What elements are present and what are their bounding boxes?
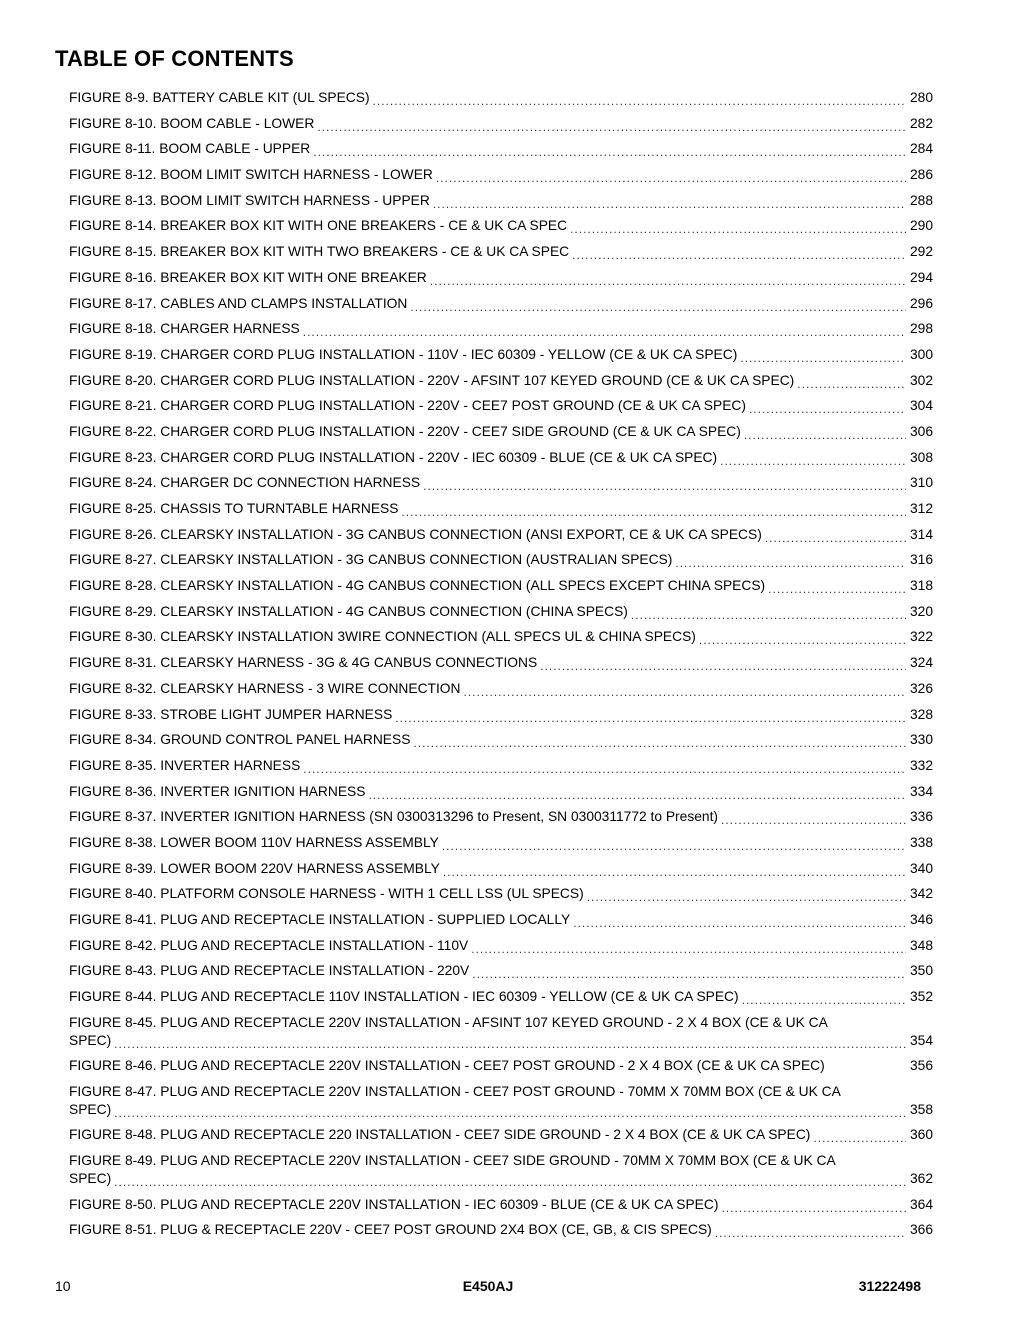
toc-entry-title-continued: SPEC): [69, 1171, 112, 1187]
toc-entry-page: 304: [909, 398, 933, 414]
toc-entry-title: FIGURE 8-44. PLUG AND RECEPTACLE 110V INSTALLATION - IEC 60309 - YELLOW (CE & UK CA SPEC): [69, 989, 739, 1005]
toc-entry[interactable]: [69, 295, 933, 313]
toc-leader-dots: [413, 734, 906, 748]
toc-entry-page: 330: [909, 732, 933, 748]
toc-entry-page: 286: [909, 167, 933, 183]
toc-entry-title: FIGURE 8-49. PLUG AND RECEPTACLE 220V INSTALLATION - CEE7 SIDE GROUND - 70MM X 70MM BOX (CE & UK CA: [69, 1153, 836, 1169]
toc-leader-dots: [744, 426, 906, 440]
toc-entry-title: FIGURE 8-13. BOOM LIMIT SWITCH HARNESS - UPPER: [69, 192, 430, 208]
toc-entry[interactable]: [69, 1152, 933, 1188]
toc-entry-title: FIGURE 8-21. CHARGER CORD PLUG INSTALLATION - 220V - CEE7 POST GROUND (CE & UK CA SPEC): [69, 398, 746, 414]
toc-entry-title: FIGURE 8-15. BREAKER BOX KIT WITH TWO BREAKERS - CE & UK CA SPEC: [69, 244, 570, 260]
toc-entry-page: 322: [909, 629, 933, 645]
toc-leader-dots: [317, 118, 906, 132]
toc-entry-page: 360: [909, 1127, 933, 1143]
toc-entry-title: FIGURE 8-29. CLEARSKY INSTALLATION - 4G CANBUS CONNECTION (CHINA SPECS): [69, 603, 628, 619]
toc-entry[interactable]: [69, 115, 933, 133]
toc-leader-dots: [675, 554, 906, 568]
toc-entry[interactable]: [69, 1014, 933, 1050]
toc-entry[interactable]: [69, 834, 933, 852]
toc-entry-page: 336: [909, 809, 933, 825]
toc-entry-title: FIGURE 8-24. CHARGER DC CONNECTION HARNESS: [69, 475, 421, 491]
toc-entry-page: 366: [909, 1222, 933, 1238]
toc-list: [69, 89, 933, 1247]
toc-entry-page: 316: [909, 552, 933, 568]
toc-entry-title: FIGURE 8-30. CLEARSKY INSTALLATION 3WIRE CONNECTION (ALL SPECS UL & CHINA SPECS): [69, 629, 696, 645]
toc-entry-title: FIGURE 8-34. GROUND CONTROL PANEL HARNESS: [69, 732, 411, 748]
toc-entry-page: 324: [909, 655, 933, 671]
toc-leader-dots: [423, 477, 906, 491]
toc-entry[interactable]: [69, 628, 933, 646]
toc-entry[interactable]: [69, 654, 933, 672]
toc-entry-page: 302: [909, 372, 933, 388]
toc-entry[interactable]: [69, 192, 933, 210]
toc-entry-title: FIGURE 8-27. CLEARSKY INSTALLATION - 3G CANBUS CONNECTION (AUSTRALIAN SPECS): [69, 552, 673, 568]
toc-entry[interactable]: [69, 423, 933, 441]
toc-leader-dots: [373, 92, 906, 106]
toc-entry-page: 314: [909, 526, 933, 542]
toc-leader-dots: [114, 1173, 906, 1187]
toc-entry-page: 350: [909, 963, 933, 979]
toc-entry-title: FIGURE 8-23. CHARGER CORD PLUG INSTALLATION - 220V - IEC 60309 - BLUE (CE & UK CA SPEC): [69, 449, 718, 465]
toc-entry[interactable]: [69, 680, 933, 698]
toc-entry-page: 342: [909, 886, 933, 902]
toc-entry[interactable]: [69, 757, 933, 775]
footer-page-number: 10: [55, 1278, 71, 1294]
toc-entry[interactable]: [69, 243, 933, 261]
toc-entry[interactable]: [69, 217, 933, 235]
toc-entry-page: 308: [909, 449, 933, 465]
toc-entry-page: 352: [909, 989, 933, 1005]
toc-entry-title: FIGURE 8-43. PLUG AND RECEPTACLE INSTALLATION - 220V: [69, 963, 470, 979]
toc-entry-title: FIGURE 8-33. STROBE LIGHT JUMPER HARNESS: [69, 706, 393, 722]
toc-entry-title-continued: SPEC): [69, 1032, 112, 1048]
toc-leader-dots: [740, 349, 906, 363]
toc-entry-page: 284: [909, 141, 933, 157]
toc-entry[interactable]: [69, 783, 933, 801]
footer-doc-number: 31222498: [858, 1278, 921, 1294]
toc-leader-dots: [464, 683, 907, 697]
toc-leader-dots: [768, 580, 906, 594]
toc-entry[interactable]: [69, 346, 933, 364]
footer-model: E450AJ: [462, 1278, 514, 1294]
toc-entry-page: 282: [909, 115, 933, 131]
toc-entry-page: 356: [909, 1058, 933, 1074]
toc-entry-title: FIGURE 8-22. CHARGER CORD PLUG INSTALLATION - 220V - CEE7 SIDE GROUND (CE & UK CA SPEC): [69, 423, 741, 439]
toc-entry[interactable]: [69, 706, 933, 724]
toc-entry[interactable]: [69, 860, 933, 878]
toc-leader-dots: [572, 246, 906, 260]
toc-entry-page: 290: [909, 218, 933, 234]
toc-entry-title: FIGURE 8-20. CHARGER CORD PLUG INSTALLATION - 220V - AFSINT 107 KEYED GROUND (CE & UK CA SPEC): [69, 372, 795, 388]
toc-entry[interactable]: [69, 551, 933, 569]
toc-entry-title: FIGURE 8-19. CHARGER CORD PLUG INSTALLATION - 110V - IEC 60309 - YELLOW (CE & UK CA SPEC): [69, 346, 738, 362]
toc-entry-page: 292: [909, 244, 933, 260]
toc-entry-title: FIGURE 8-28. CLEARSKY INSTALLATION - 4G CANBUS CONNECTION (ALL SPECS EXCEPT CHINA SPECS): [69, 578, 766, 594]
toc-entry-title: FIGURE 8-18. CHARGER HARNESS: [69, 321, 300, 337]
toc-leader-dots: [433, 195, 906, 209]
toc-entry-title: FIGURE 8-14. BREAKER BOX KIT WITH ONE BREAKERS - CE & UK CA SPEC: [69, 218, 568, 234]
toc-leader-dots: [749, 400, 906, 414]
toc-leader-dots: [587, 888, 906, 902]
toc-entry-title: FIGURE 8-31. CLEARSKY HARNESS - 3G & 4G CANBUS CONNECTIONS: [69, 655, 538, 671]
toc-entry[interactable]: [69, 603, 933, 621]
toc-leader-dots: [303, 323, 906, 337]
toc-entry-title: FIGURE 8-36. INVERTER IGNITION HARNESS: [69, 783, 366, 799]
toc-entry-title: FIGURE 8-39. LOWER BOOM 220V HARNESS ASSEMBLY: [69, 860, 440, 876]
toc-entry-title: FIGURE 8-48. PLUG AND RECEPTACLE 220 INSTALLATION - CEE7 SIDE GROUND - 2 X 4 BOX (CE & UK CA SPEC): [69, 1127, 811, 1143]
toc-entry-page: 288: [909, 192, 933, 208]
toc-leader-dots: [472, 965, 906, 979]
toc-leader-dots: [443, 863, 906, 877]
toc-entry[interactable]: [69, 1196, 933, 1214]
toc-entry-page: 358: [909, 1101, 933, 1117]
toc-entry-page: 298: [909, 321, 933, 337]
toc-leader-dots: [570, 220, 906, 234]
toc-leader-dots: [631, 606, 906, 620]
toc-leader-dots: [813, 1129, 906, 1143]
toc-entry-title: FIGURE 8-47. PLUG AND RECEPTACLE 220V INSTALLATION - CEE7 POST GROUND - 70MM X 70MM BOX (CE & UK CA: [69, 1083, 841, 1099]
toc-entry-page: 340: [909, 860, 933, 876]
toc-entry-page: 334: [909, 783, 933, 799]
toc-leader-dots: [114, 1104, 906, 1118]
toc-leader-dots: [720, 452, 906, 466]
toc-leader-dots: [410, 298, 906, 312]
toc-entry[interactable]: [69, 449, 933, 467]
toc-leader-dots: [742, 991, 906, 1005]
toc-entry-title: FIGURE 8-46. PLUG AND RECEPTACLE 220V INSTALLATION - CEE7 POST GROUND - 2 X 4 BOX (CE & UK CA SPEC): [69, 1058, 825, 1074]
toc-entry-title: FIGURE 8-51. PLUG & RECEPTACLE 220V - CEE7 POST GROUND 2X4 BOX (CE, GB, & CIS SPECS): [69, 1222, 712, 1238]
toc-leader-dots: [430, 272, 906, 286]
toc-leader-dots: [721, 811, 906, 825]
toc-leader-dots: [442, 837, 906, 851]
toc-entry-page: 318: [909, 578, 933, 594]
toc-entry-title: FIGURE 8-35. INVERTER HARNESS: [69, 757, 301, 773]
toc-entry-title: FIGURE 8-38. LOWER BOOM 110V HARNESS ASSEMBLY: [69, 834, 439, 850]
toc-leader-dots: [436, 169, 906, 183]
toc-entry[interactable]: [69, 808, 933, 826]
toc-entry-title: FIGURE 8-41. PLUG AND RECEPTACLE INSTALLATION - SUPPLIED LOCALLY: [69, 912, 571, 927]
toc-leader-dots: [715, 1224, 906, 1238]
toc-entry-page: 312: [909, 501, 933, 516]
toc-entry[interactable]: [69, 1126, 933, 1144]
toc-entry-title: FIGURE 8-45. PLUG AND RECEPTACLE 220V INSTALLATION - AFSINT 107 KEYED GROUND - 2 X 4 BOX (CE & UK CA: [69, 1014, 828, 1030]
toc-leader-dots: [401, 503, 906, 517]
toc-entry-title: FIGURE 8-12. BOOM LIMIT SWITCH HARNESS - LOWER: [69, 167, 433, 183]
toc-entry-page: 354: [909, 1032, 933, 1048]
toc-entry-title: FIGURE 8-42. PLUG AND RECEPTACLE INSTALLATION - 110V: [69, 937, 469, 953]
toc-entry-title: FIGURE 8-40. PLATFORM CONSOLE HARNESS - WITH 1 CELL LSS (UL SPECS): [69, 886, 584, 902]
toc-entry[interactable]: [69, 372, 933, 390]
toc-entry-page: 346: [909, 912, 933, 927]
toc-entry-page: 306: [909, 423, 933, 439]
toc-leader-dots: [471, 940, 906, 954]
toc-entry[interactable]: [69, 577, 933, 595]
toc-entry-page: 364: [909, 1196, 933, 1212]
toc-entry-title-continued: SPEC): [69, 1101, 112, 1117]
toc-entry-title: FIGURE 8-50. PLUG AND RECEPTACLE 220V INSTALLATION - IEC 60309 - BLUE (CE & UK CA SPEC): [69, 1196, 719, 1212]
toc-entry-title: FIGURE 8-9. BATTERY CABLE KIT (UL SPECS): [69, 90, 370, 105]
toc-entry[interactable]: [69, 89, 933, 107]
toc-entry[interactable]: [69, 140, 933, 158]
toc-entry-page: 332: [909, 757, 933, 773]
toc-entry-title: FIGURE 8-32. CLEARSKY HARNESS - 3 WIRE CONNECTION: [69, 680, 461, 696]
toc-entry-page: 294: [909, 269, 933, 285]
toc-entry[interactable]: [69, 962, 933, 980]
page-title: TABLE OF CONTENTS: [55, 46, 294, 71]
toc-entry[interactable]: [69, 937, 933, 955]
toc-entry[interactable]: [69, 320, 933, 338]
toc-leader-dots: [699, 631, 906, 645]
toc-leader-dots: [303, 760, 906, 774]
toc-entry-page: 348: [909, 937, 933, 953]
toc-entry[interactable]: [69, 1057, 933, 1075]
toc-leader-dots: [114, 1035, 906, 1049]
toc-entry[interactable]: [69, 911, 933, 929]
toc-entry[interactable]: [69, 474, 933, 492]
toc-leader-dots: [368, 786, 906, 800]
toc-entry-page: 310: [909, 475, 933, 491]
toc-entry-title: FIGURE 8-37. INVERTER IGNITION HARNESS (SN 0300313296 to Present, SN 0300311772 to Present): [69, 809, 718, 825]
toc-entry-page: 280: [909, 90, 933, 105]
toc-entry[interactable]: [69, 269, 933, 287]
toc-entry[interactable]: [69, 500, 933, 518]
toc-entry-title: FIGURE 8-11. BOOM CABLE - UPPER: [69, 141, 311, 157]
toc-entry[interactable]: [69, 526, 933, 544]
toc-entry-title: FIGURE 8-16. BREAKER BOX KIT WITH ONE BREAKER: [69, 269, 427, 285]
toc-entry[interactable]: [69, 1083, 933, 1119]
toc-entry[interactable]: [69, 1221, 933, 1239]
toc-entry[interactable]: [69, 885, 933, 903]
toc-entry-title: FIGURE 8-26. CLEARSKY INSTALLATION - 3G CANBUS CONNECTION (ANSI EXPORT, CE & UK CA SPECS): [69, 526, 762, 542]
toc-leader-dots: [540, 657, 906, 671]
toc-entry-page: 326: [909, 680, 933, 696]
toc-leader-dots: [313, 143, 906, 157]
toc-leader-dots: [395, 709, 906, 723]
toc-leader-dots: [765, 529, 906, 543]
toc-entry-page: 300: [909, 346, 933, 362]
toc-entry[interactable]: [69, 166, 933, 184]
page-footer: [55, 1278, 921, 1298]
toc-entry-title: FIGURE 8-25. CHASSIS TO TURNTABLE HARNESS: [69, 501, 399, 516]
toc-entry[interactable]: [69, 731, 933, 749]
toc-entry-page: 296: [909, 295, 933, 311]
toc-entry-page: 328: [909, 706, 933, 722]
toc-leader-dots: [721, 1199, 906, 1213]
toc-entry[interactable]: [69, 397, 933, 415]
toc-leader-dots: [573, 914, 906, 928]
toc-leader-dots: [797, 375, 906, 389]
toc-entry-title: FIGURE 8-10. BOOM CABLE - LOWER: [69, 115, 315, 131]
toc-entry-page: 338: [909, 834, 933, 850]
toc-entry-page: 320: [909, 603, 933, 619]
toc-entry[interactable]: [69, 988, 933, 1006]
toc-entry-title: FIGURE 8-17. CABLES AND CLAMPS INSTALLATION: [69, 295, 408, 311]
toc-entry-page: 362: [909, 1171, 933, 1187]
